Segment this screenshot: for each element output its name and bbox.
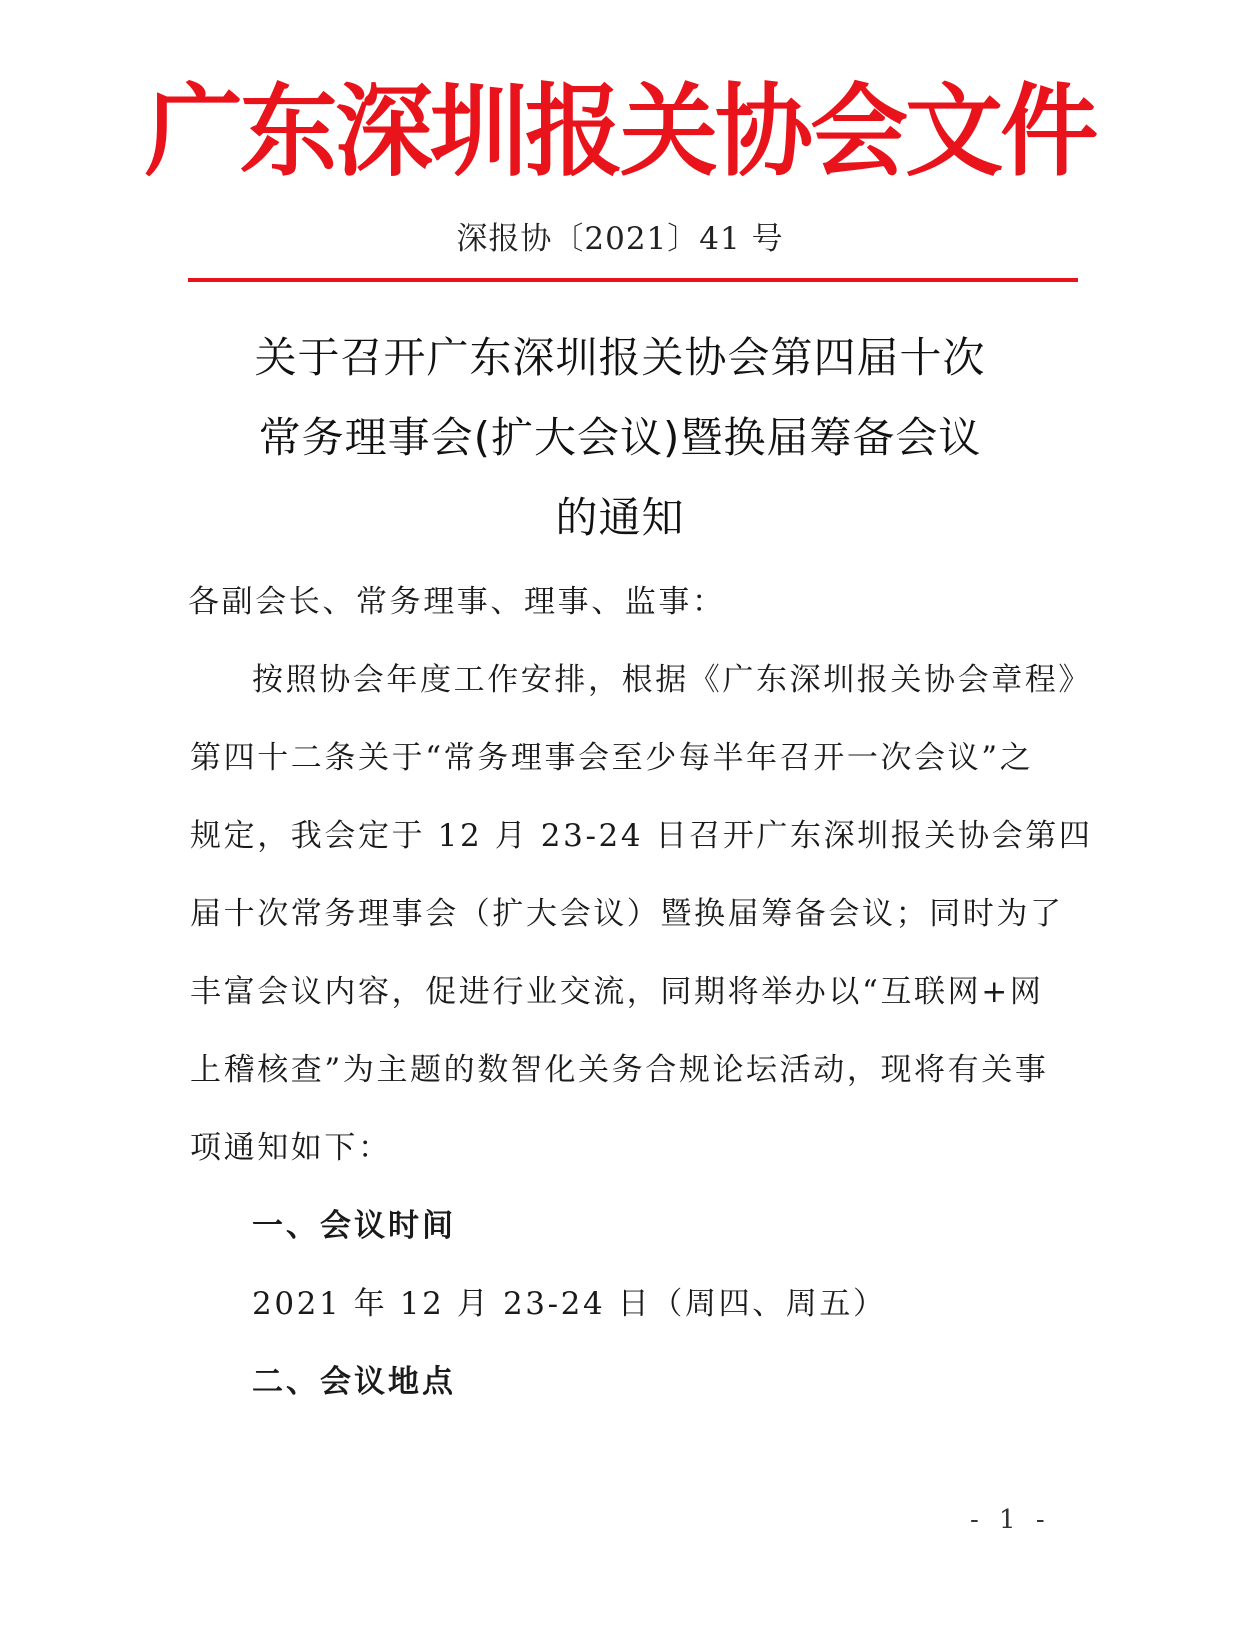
title-line: 常务理事会(扩大会议)暨换届筹备会议 (258, 413, 982, 462)
title-line: 的通知 (555, 493, 685, 542)
body-line: 规定，我会定于 12 月 23-24 日召开广东深圳报关协会第四 (190, 818, 1093, 854)
body-line: 上稽核查”为主题的数智化关务合规论坛活动，现将有关事 (190, 1052, 1049, 1088)
page-number: - 1 - (970, 1505, 1051, 1535)
body-line: 届十次常务理事会（扩大会议）暨换届筹备会议；同时为了 (190, 896, 1064, 932)
title-line: 关于召开广东深圳报关协会第四届十次 (254, 333, 986, 382)
document-number: 深报协〔2021〕41 号 (456, 221, 784, 257)
body-line: 丰富会议内容，促进行业交流，同期将举办以“互联网+网 (190, 974, 1044, 1010)
body-line: 按照协会年度工作安排，根据《广东深圳报关协会章程》 (252, 662, 1092, 698)
section-heading-location: 二、会议地点 (252, 1364, 456, 1400)
body-line: 项通知如下： (190, 1130, 392, 1166)
masthead-title: 广东深圳报关协会文件 (144, 73, 1096, 190)
body-line: 第四十二条关于“常务理事会至少每半年召开一次会议”之 (190, 740, 1034, 776)
salutation: 各副会长、常务理事、理事、监事： (188, 584, 726, 620)
document-body (188, 0, 1093, 1642)
meeting-time-value: 2021 年 12 月 23-24 日（周四、周五） (252, 1286, 887, 1322)
section-heading-time: 一、会议时间 (252, 1208, 456, 1244)
